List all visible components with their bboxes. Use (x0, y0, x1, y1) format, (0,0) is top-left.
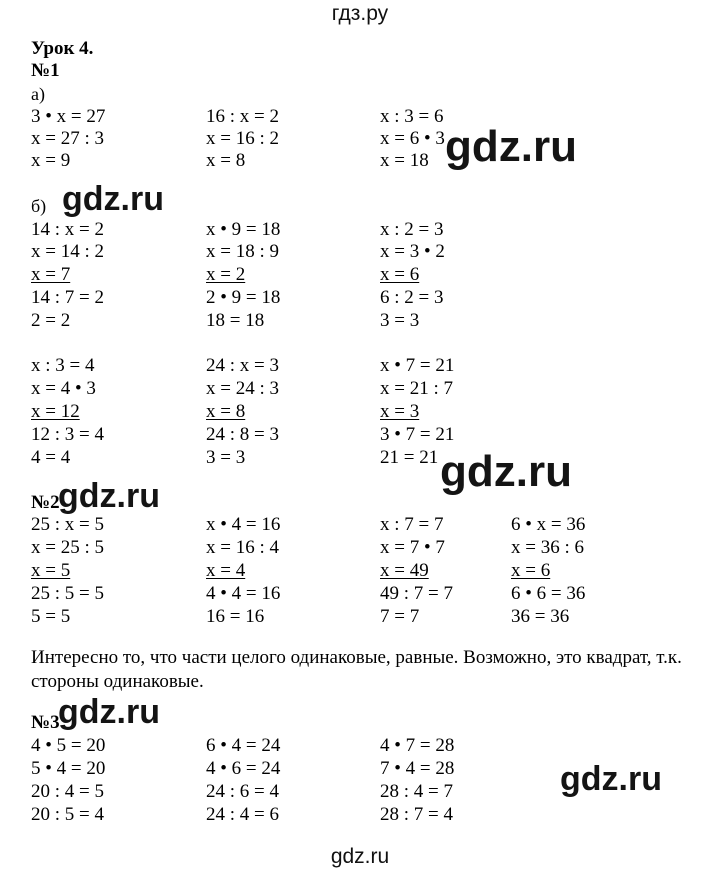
equation-line: x = 9 (31, 150, 71, 171)
equation-line: x • 7 = 21 (380, 355, 455, 376)
check-line: 2 • 9 = 18 (206, 287, 281, 308)
watermark-logo: gdz.ru (445, 122, 577, 171)
equation-line: 4 • 6 = 24 (206, 758, 281, 779)
footer-watermark: gdz.ru (330, 845, 390, 868)
answer-line: x = 8 (206, 401, 246, 422)
task2-number: №2 (31, 492, 60, 513)
check-line: 49 : 7 = 7 (380, 583, 453, 604)
answer-line: x = 49 (380, 560, 429, 581)
check-line: 4 • 4 = 16 (206, 583, 281, 604)
task1-number: №1 (31, 60, 60, 81)
answer-line: x = 7 (31, 264, 71, 285)
equation-line: x = 21 : 7 (380, 378, 453, 399)
check-line: 12 : 3 = 4 (31, 424, 104, 445)
check-line: 21 = 21 (380, 447, 439, 468)
equation-line: x = 18 : 9 (206, 241, 279, 262)
equation-line: x = 18 (380, 150, 429, 171)
watermark-logo: gdz.ru (58, 477, 160, 515)
check-line: 5 = 5 (31, 606, 71, 627)
watermark-logo: gdz.ru (440, 447, 572, 496)
check-line: 25 : 5 = 5 (31, 583, 104, 604)
equation-line: 6 • x = 36 (511, 514, 586, 535)
equation-line: 24 : x = 3 (206, 355, 279, 376)
answer-line: x = 2 (206, 264, 246, 285)
equation-line: 3 • x = 27 (31, 106, 106, 127)
equation-line: 28 : 4 = 7 (380, 781, 453, 802)
equation-line: 25 : x = 5 (31, 514, 104, 535)
equation-line: x = 3 • 2 (380, 241, 445, 262)
check-line: 14 : 7 = 2 (31, 287, 104, 308)
watermark-logo: gdz.ru (62, 180, 164, 218)
equation-line: x : 2 = 3 (380, 219, 444, 240)
lesson-title: Урок 4. (31, 38, 94, 59)
task3-number: №3 (31, 712, 60, 733)
equation-line: 20 : 5 = 4 (31, 804, 104, 825)
equation-line: 24 : 6 = 4 (206, 781, 279, 802)
equation-line: x = 4 • 3 (31, 378, 96, 399)
answer-line: x = 6 (511, 560, 551, 581)
equation-line: 16 : x = 2 (206, 106, 279, 127)
answer-line: x = 4 (206, 560, 246, 581)
equation-line: 6 • 4 = 24 (206, 735, 281, 756)
answer-line: x = 3 (380, 401, 420, 422)
equation-line: 7 • 4 = 28 (380, 758, 455, 779)
answer-line: x = 6 (380, 264, 420, 285)
check-line: 4 = 4 (31, 447, 71, 468)
watermark-logo: gdz.ru (58, 693, 160, 731)
equation-line: x = 27 : 3 (31, 128, 104, 149)
equation-line: x = 7 • 7 (380, 537, 445, 558)
equation-line: 28 : 7 = 4 (380, 804, 453, 825)
equation-line: 24 : 4 = 6 (206, 804, 279, 825)
equation-line: 4 • 5 = 20 (31, 735, 106, 756)
watermark-logo: gdz.ru (560, 760, 662, 798)
check-line: 3 = 3 (380, 310, 420, 331)
check-line: 3 • 7 = 21 (380, 424, 455, 445)
check-line: 24 : 8 = 3 (206, 424, 279, 445)
equation-line: x : 7 = 7 (380, 514, 444, 535)
check-line: 6 : 2 = 3 (380, 287, 444, 308)
equation-line: 5 • 4 = 20 (31, 758, 106, 779)
equation-line: x = 25 : 5 (31, 537, 104, 558)
equation-line: x = 8 (206, 150, 246, 171)
equation-line: x : 3 = 6 (380, 106, 444, 127)
equation-line: x = 24 : 3 (206, 378, 279, 399)
answer-line: x = 5 (31, 560, 71, 581)
check-line: 18 = 18 (206, 310, 265, 331)
check-line: 3 = 3 (206, 447, 246, 468)
task2-note: Интересно то, что части целого одинаковые, равные. Возможно, это квадрат, т.к. стороны одинаковые. (31, 647, 682, 692)
equation-line: 4 • 7 = 28 (380, 735, 455, 756)
equation-line: 14 : x = 2 (31, 219, 104, 240)
check-line: 7 = 7 (380, 606, 420, 627)
equation-line: 20 : 4 = 5 (31, 781, 104, 802)
equation-line: x • 9 = 18 (206, 219, 281, 240)
check-line: 16 = 16 (206, 606, 265, 627)
equation-line: x = 16 : 2 (206, 128, 279, 149)
equation-line: x = 36 : 6 (511, 537, 584, 558)
check-line: 6 • 6 = 36 (511, 583, 586, 604)
check-line: 2 = 2 (31, 310, 71, 331)
answer-line: x = 12 (31, 401, 80, 422)
equation-line: x = 14 : 2 (31, 241, 104, 262)
equation-line: x = 6 • 3 (380, 128, 445, 149)
equation-line: x : 3 = 4 (31, 355, 95, 376)
header-watermark: гдз.ру (331, 2, 389, 25)
task1-part-a-label: а) (31, 84, 45, 104)
equation-line: x = 16 : 4 (206, 537, 279, 558)
check-line: 36 = 36 (511, 606, 570, 627)
task1-part-b-label: б) (31, 196, 47, 216)
equation-line: x • 4 = 16 (206, 514, 281, 535)
